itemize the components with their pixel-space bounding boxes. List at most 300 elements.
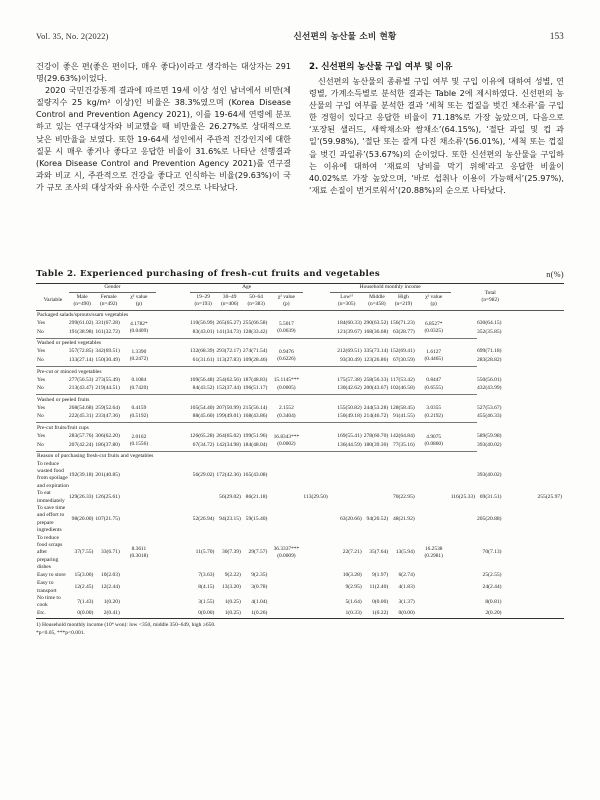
cell-age-19-29: 109(56.48) — [189, 376, 215, 383]
cell-chi-age-empty — [330, 490, 364, 505]
cell-income-low: 22(7.21) — [342, 549, 362, 556]
cell-chi-gender-empty: 8.3611 (0.3018) — [129, 545, 149, 560]
cell-age-50-64: 1(0.26) — [251, 610, 268, 617]
cell-total: 455(46.33) — [477, 413, 502, 420]
cell-income-low: 1(0.33) — [345, 610, 362, 617]
cell-female: 306(62.20) — [95, 432, 120, 439]
cell-age-50-64: 113(29.50) — [303, 493, 328, 500]
spacer — [451, 356, 477, 365]
cell-income-high — [390, 461, 417, 491]
cell-chi-income: 0.8447 (0.6555) — [424, 377, 443, 391]
spacer — [156, 385, 190, 394]
cell-income-middle: 214(46.72) — [363, 413, 389, 420]
cell-chi-income: 1.6127 (0.4465) — [424, 348, 443, 363]
spacer — [451, 348, 477, 357]
cell-chi-age-empty — [269, 572, 303, 581]
row-label: No — [37, 328, 44, 335]
cell-chi-income-empty — [504, 490, 538, 505]
header-chi-gender-p: (p) — [135, 301, 143, 307]
cell-income-high: 4(1.83) — [398, 583, 415, 590]
row-label: No — [37, 441, 44, 448]
table-row — [36, 432, 564, 441]
cell-age-50-64: 3(0.78) — [251, 583, 268, 590]
spacer — [190, 490, 217, 505]
cell-total: 2(0.20) — [485, 610, 502, 617]
cell-age-30-49: 1(0.25) — [224, 610, 241, 617]
cell-male: 299(61.02) — [68, 320, 94, 327]
header-income-middle — [364, 292, 391, 310]
cell-chi-gender-empty — [122, 580, 156, 595]
group-header-gender: Gender — [69, 284, 156, 293]
cell-income-high: 69(31.51) — [479, 493, 502, 500]
cell-female: 259(52.64) — [95, 404, 120, 411]
cell-total: 630(64.15) — [477, 320, 502, 327]
cell-male: 357(72.85) — [68, 348, 94, 355]
cell-age-50-64: 196(51.17) — [242, 385, 268, 392]
cell-female: 201(40.85) — [95, 471, 120, 478]
cell-chi-income: 4.9075 (0.0860) — [424, 433, 443, 447]
cell-age-30-49: 141(34.73) — [216, 328, 241, 335]
cell-age-30-49: 142(34.98) — [216, 441, 241, 448]
body-columns — [36, 60, 564, 255]
table-row — [36, 320, 564, 329]
cell-chi-gender-empty — [122, 595, 156, 610]
header-age-50-64 — [243, 292, 270, 310]
cell-age-50-64: 168(43.86) — [242, 413, 268, 420]
spacer — [303, 610, 329, 619]
cell-age-19-29: 11(5.70) — [195, 549, 215, 556]
cell-age-19-29: 0(0.00) — [198, 610, 215, 617]
cell-income-middle: 94(20.52) — [366, 516, 389, 523]
cell-income-low: 121(39.67) — [337, 328, 362, 335]
cell-income-high: 128(58.45) — [390, 404, 415, 411]
cell-total: 70(7.13) — [482, 549, 502, 556]
header-chi-age-name: χ² value — [277, 294, 295, 301]
cell-total: 550(56.01) — [477, 376, 502, 383]
spacer — [156, 356, 190, 365]
spacer — [451, 328, 477, 337]
cell-income-high: 91(41.55) — [392, 413, 415, 420]
section-heading: 2. 신선편의 농산물 구입 여부 및 이유 — [309, 62, 453, 72]
cell-male: 207(42.24) — [68, 441, 94, 448]
row-label: No time to cook — [37, 595, 61, 609]
cell-age-50-64: 184(48.04) — [242, 441, 268, 448]
spacer — [156, 320, 190, 329]
table-row — [36, 580, 564, 595]
cell-age-50-64: 199(51.96) — [242, 432, 268, 439]
cell-chi-gender: 1.3390 (0.2472) — [129, 348, 149, 363]
spacer — [156, 348, 190, 357]
cell-income-low: 9(2.95) — [345, 583, 362, 590]
cell-female: 273(55.49) — [95, 376, 120, 383]
cell-age-19-29: 132(68.39) — [189, 348, 215, 355]
cell-income-middle: 278(60.70) — [363, 432, 389, 439]
cell-age-19-29: 52(26.94) — [192, 516, 215, 523]
header-age-19-29-n: (n=193) — [194, 301, 212, 307]
left-column — [36, 60, 291, 255]
cell-chi-age: 0.9476 (0.6226) — [277, 348, 296, 363]
row-label: Yes — [37, 348, 46, 355]
cell-male: 213(43.47) — [68, 385, 94, 392]
group-header-age: Age — [190, 284, 304, 293]
cell-income-low: 212(69.51) — [337, 348, 362, 355]
cell-chi-age-empty — [269, 580, 303, 595]
cell-female: 12(2.44) — [100, 583, 120, 590]
cell-age-19-29: 105(54.40) — [189, 404, 215, 411]
cell-income-middle: 1(0.22) — [372, 610, 389, 617]
cell-age-19-29: 84(43.52) — [192, 385, 215, 392]
group-header-income: Household monthly income — [330, 284, 451, 293]
cell-chi-gender: 0.4159 (0.5192) — [129, 405, 149, 419]
header-female-name: Female — [100, 294, 117, 301]
cell-age-19-29: 67(34.72) — [192, 441, 215, 448]
table-section-title-row — [36, 338, 564, 348]
header-income-low — [330, 292, 364, 310]
table-section-title-row — [36, 395, 564, 405]
cell-income-low: 93(30.49) — [339, 356, 362, 363]
header-total-n: (n=982) — [481, 296, 499, 303]
footnote-1: 1) Household monthly income (10⁴ won): low <350, middle 350–649, high ≥650. — [36, 622, 216, 629]
spacer — [451, 535, 477, 572]
cell-age-30-49: 113(27.83) — [216, 356, 241, 363]
cell-income-high: 13(5.94) — [395, 549, 415, 556]
right-paragraph-1: 신선편의 농산물의 종류별 구입 여부 및 구입 이유에 대하여 성별, 연령별, 가계소득별로 분석한 결과는 Table 2에 제시하였다. 신선편의 농산물의 구입 여부를 분석한 결과 ‘세척 또는 껍질을 벗긴 채소류’를 구입한 경험이 있다고 응답한 비율이 71.18%로 가장 높았으며, 다음으로 ‘포장된 샐러드, 새싹채소와 쌈채소’(64.15%), ‘절단 과일 및 컵 과일’(59.98%), ‘절단 또는 잘게 다진 채소류’(56.01%), ‘세척 또는 껍질을 벗긴 과일류’(53.67%)의 순이었다. 또한 신선편의 농산물을 구입하는 이유에 대하여 ‘재료의 낭비를 막기 위해’라고 응답한 비율이 40.02%로 가장 높았으며, ‘바로 섭취나 이용이 가능해서’(25.97%), ‘재료 손질이 번거로워서’(20.88%)의 순으로 나타났다. — [309, 76, 564, 195]
spacer — [451, 376, 477, 385]
cell-female: 331(67.28) — [95, 320, 120, 327]
cell-age-19-29: 88(45.60) — [192, 413, 215, 420]
row-label: Yes — [37, 432, 46, 439]
spacer — [156, 535, 190, 572]
cell-age-30-49: 30(7.39) — [221, 549, 241, 556]
cell-male: 191(38.98) — [68, 328, 94, 335]
cell-male: 37(7.55) — [74, 549, 94, 556]
cell-age-30-49: 1(0.25) — [224, 598, 241, 605]
spacer — [156, 328, 190, 337]
cell-income-high: 67(30.59) — [392, 356, 415, 363]
cell-income-high: 156(71.23) — [390, 320, 415, 327]
cell-total: 393(40.02) — [477, 471, 502, 478]
cell-male: 133(27.14) — [68, 356, 94, 363]
cell-income-low: 70(22.95) — [392, 493, 415, 500]
cell-age-30-49: 86(21.18) — [245, 493, 268, 500]
cell-chi-age-empty: 36.3337*** (0.0009) — [273, 545, 300, 560]
header-total — [477, 284, 504, 311]
cell-age-50-64: 59(15.40) — [245, 516, 268, 523]
header-age-19-29 — [190, 292, 217, 310]
spacer — [303, 595, 329, 610]
cell-chi-gender-empty — [122, 572, 156, 581]
cell-income-middle: 258(56.33) — [363, 376, 389, 383]
table-section-title: Pre-cut or minced vegetables — [37, 368, 102, 375]
cell-chi-age: 5.5017 (0.0639) — [277, 320, 296, 335]
cell-total: 432(43.99) — [477, 385, 502, 392]
spacer — [451, 461, 477, 491]
cell-income-high: 102(46.58) — [390, 385, 415, 392]
cell-chi-age — [269, 461, 303, 505]
cell-age-30-49: 254(62.56) — [216, 376, 241, 383]
spacer — [156, 441, 190, 450]
spacer — [451, 432, 477, 441]
cell-age-19-29: 126(65.28) — [189, 432, 215, 439]
header-chi-age-p: (p) — [283, 301, 290, 307]
header-chi-income-p: (p) — [430, 301, 437, 307]
table-row — [36, 376, 564, 385]
cell-income-middle: 335(73.14) — [363, 348, 389, 355]
cell-female: 342(69.51) — [95, 348, 120, 355]
cell-age-19-29: 110(56.99) — [190, 320, 215, 327]
row-label: To save time and effort to prepare ingredients — [37, 504, 66, 534]
page-number: 153 — [549, 31, 564, 41]
cell-chi-age-empty — [269, 595, 303, 610]
cell-income-middle: 290(63.52) — [363, 320, 389, 327]
cell-female: 219(44.51) — [95, 385, 120, 392]
cell-total: 205(20.88) — [477, 516, 502, 523]
cell-income-high: 77(35.16) — [392, 441, 415, 448]
cell-chi-gender-empty — [122, 505, 156, 535]
cell-income-low: 150(49.18) — [337, 413, 362, 420]
cell-income-middle: 116(25.33) — [450, 493, 475, 500]
cell-chi-age-empty — [269, 505, 303, 535]
spacer — [303, 432, 329, 441]
cell-age-19-29: 56(29.02) — [192, 471, 215, 478]
header-chi-income-name: χ² value — [425, 294, 443, 301]
cell-age-50-64: 128(33.42) — [242, 328, 268, 335]
header-age-19-29-name: 19–29 — [196, 294, 210, 301]
running-head-title: 신선편의 농산물 소비 현황 — [293, 32, 397, 42]
header-age-50-64-n: (n=383) — [247, 301, 265, 307]
cell-income-middle: 35(7.64) — [369, 549, 389, 556]
cell-age-50-64: 255(66.58) — [242, 320, 268, 327]
spacer — [303, 461, 329, 491]
row-label: To reduce wasted food from spoilage and expiration — [37, 460, 69, 489]
cell-female: 107(21.75) — [95, 516, 120, 523]
cell-chi-gender-empty — [122, 610, 156, 619]
cell-male: 7(1.43) — [77, 598, 94, 605]
table-section-title: Reason of purchasing fresh-cut fruits and vegetables — [37, 453, 154, 460]
cell-age-19-29: 3(1.55) — [198, 598, 215, 605]
cell-male: 192(39.18) — [68, 471, 94, 478]
table-caption — [36, 269, 564, 279]
cell-female: 126(25.61) — [95, 493, 120, 500]
cell-income-high: 63(28.77) — [392, 328, 415, 335]
cell-female: 186(37.80) — [95, 441, 120, 448]
cell-total: 25(2.55) — [482, 572, 502, 579]
cell-female: 150(30.49) — [95, 356, 120, 363]
cell-age-50-64: 109(28.46) — [242, 356, 268, 363]
cell-chi-gender — [122, 461, 156, 505]
spacer — [156, 610, 190, 619]
cell-income-high: 0(0.00) — [398, 610, 415, 617]
spacer — [156, 376, 190, 385]
cell-income-low: 175(57.38) — [337, 376, 362, 383]
table-section-title-row — [36, 451, 564, 461]
cell-income-middle: 0(0.00) — [372, 598, 389, 605]
cell-age-50-64: 187(48.83) — [242, 376, 268, 383]
cell-chi-gender: 2.0162 (0.1556) — [129, 433, 149, 447]
spacer — [451, 404, 477, 413]
cell-age-50-64: 215(56.14) — [242, 404, 268, 411]
table-footnotes — [36, 621, 564, 637]
cell-chi-age: 2.1552 (0.3404) — [277, 405, 296, 419]
header-age-30-49-n: (n=406) — [220, 301, 239, 307]
cell-age-19-29: 8(4.15) — [198, 583, 215, 590]
spacer — [156, 413, 190, 422]
cell-income-low: 136(44.59) — [337, 441, 362, 448]
spacer — [156, 505, 190, 535]
table-row — [36, 505, 564, 535]
spacer — [303, 328, 329, 337]
spacer — [303, 441, 329, 450]
header-income-high-n: (n=219) — [394, 301, 413, 307]
spacer — [451, 413, 477, 422]
cell-male: 129(26.33) — [68, 493, 94, 500]
cell-female: 161(32.72) — [95, 328, 120, 335]
table-row — [36, 348, 564, 357]
header-variable: Variable — [43, 297, 63, 304]
cell-age-30-49: 265(65.27) — [216, 320, 241, 327]
cell-male: 222(45.31) — [68, 413, 94, 420]
spacer — [451, 595, 477, 610]
table-row — [36, 610, 564, 619]
cell-income-high: 6(2.74) — [398, 572, 415, 579]
table-row — [36, 404, 564, 413]
header-income-high-name: High — [398, 294, 409, 301]
header-age-30-49-name: 30–49 — [222, 294, 237, 301]
running-head — [36, 30, 564, 44]
header-age-50-64-name: 50–64 — [249, 294, 263, 301]
cell-male: 12(2.45) — [74, 583, 94, 590]
table-caption-text: Table 2. Experienced purchasing of fresh-cut fruits and vegetables — [36, 269, 381, 279]
spacer — [451, 610, 477, 619]
spacer — [303, 413, 329, 422]
cell-total: 589(59.98) — [477, 432, 502, 439]
cell-age-30-49: 152(37.44) — [216, 385, 241, 392]
cell-chi-income: 3.0355 (0.2192) — [424, 405, 443, 419]
header-chi-income — [417, 292, 451, 310]
cell-female: 33(6.71) — [100, 549, 120, 556]
cell-chi-income: 6.8527* (0.0325) — [424, 320, 443, 335]
cell-male: 277(56.53) — [68, 376, 94, 383]
table-row — [36, 535, 564, 572]
cell-male: 0(0.00) — [77, 610, 94, 617]
cell-age-19-29: 7(3.63) — [198, 572, 215, 579]
cell-age-30-49: 172(42.36) — [216, 471, 241, 478]
cell-income-middle: 180(39.30) — [363, 441, 389, 448]
header-chi-gender — [122, 292, 156, 310]
cell-age-50-64: 4(1.04) — [251, 598, 268, 605]
cell-income-low: 130(42.62) — [337, 385, 362, 392]
table-section-title: Washed or peeled vegetables — [37, 340, 102, 347]
cell-income-high: 117(53.42) — [390, 376, 415, 383]
cell-chi-age: 16.8343*** (0.0002) — [273, 433, 300, 447]
spacer — [303, 404, 329, 413]
cell-male: 15(3.06) — [74, 572, 94, 579]
cell-income-high: 48(21.92) — [392, 516, 415, 523]
cell-male: 98(20.00) — [71, 516, 94, 523]
header-total-name: Total — [484, 289, 496, 296]
table-section-title: Pre-cut fruits/fruit cups — [37, 424, 89, 431]
cell-chi-income-empty — [417, 610, 451, 619]
cell-total: 8(0.81) — [485, 598, 502, 605]
spacer — [364, 490, 391, 505]
cell-age-30-49: 9(2.22) — [224, 572, 241, 579]
cell-age-50-64: 9(2.35) — [251, 572, 268, 579]
cell-income-low: 5(1.64) — [345, 598, 362, 605]
table-row — [36, 572, 564, 581]
header-female-n: (n=492) — [99, 301, 118, 307]
spacer — [303, 376, 329, 385]
cell-chi-income-empty: 16.2538 (0.2981) — [424, 545, 443, 560]
cell-income-high: 142(64.84) — [390, 432, 415, 439]
cell-chi-age-empty — [269, 610, 303, 619]
spacer — [303, 505, 329, 535]
header-income-middle-n: (n=458) — [368, 301, 386, 307]
spacer — [303, 356, 329, 365]
cell-income-middle — [364, 461, 391, 491]
cell-income-high: 3(1.37) — [398, 598, 415, 605]
header-male-name: Male — [76, 294, 88, 301]
cell-age-50-64: 274(71.54) — [242, 348, 268, 355]
spacer — [156, 404, 190, 413]
cell-income-middle: 123(26.86) — [363, 356, 389, 363]
header-income-low-n: (n=305) — [337, 301, 356, 307]
cell-income-low: 184(60.33) — [337, 320, 362, 327]
table-2-wrapper — [36, 269, 564, 637]
spacer — [303, 385, 329, 394]
cell-female: 1(0.20) — [103, 598, 120, 605]
cell-female: 10(2.03) — [100, 572, 120, 579]
header-female — [95, 292, 122, 310]
header-income-middle-name: Middle — [369, 294, 385, 301]
table-section-title: Washed or peeled fruits — [37, 396, 90, 403]
row-label: No — [37, 385, 44, 392]
spacer — [451, 385, 477, 394]
table-section-title-row — [36, 366, 564, 376]
spacer — [156, 580, 190, 595]
cell-chi-gender-empty — [156, 490, 190, 505]
header-chi-age — [269, 292, 303, 310]
spacer — [451, 580, 477, 595]
table-row — [36, 461, 564, 491]
spacer — [156, 461, 190, 491]
header-male-n: (n=490) — [73, 301, 91, 307]
header-male — [69, 292, 96, 310]
spacer — [156, 432, 190, 441]
cell-total: 24(2.44) — [482, 583, 502, 590]
cell-income-low: 155(50.82) — [337, 404, 362, 411]
cell-age-30-49: 264(65.02) — [216, 432, 241, 439]
cell-age-19-29: 83(43.01) — [192, 328, 215, 335]
row-label: Yes — [37, 376, 46, 383]
table-2 — [36, 283, 564, 619]
cell-income-low: 10(3.28) — [342, 572, 362, 579]
row-label: No — [37, 356, 44, 363]
table-unit-label: n(%) — [546, 270, 564, 279]
spacer — [303, 580, 329, 595]
row-label: Easy to transport — [37, 580, 57, 594]
cell-income-low: 63(20.66) — [339, 516, 362, 523]
cell-income-middle: 11(2.40) — [369, 583, 389, 590]
left-paragraph-2: 2020 국민건강통계 결과에 따르면 19세 이상 성인 남녀에서 비만(체질량지수 25 kg/m² 이상)인 비율은 38.3%였으며 (Korea Disease Control and Prevention Agency 2021), 이를 19-64세 연령에 분포하고 있는 연구대상자와 비교했을 때 비만율은 26.27%로 상대적으로 낮은 비만율을 보였다. 또한 19-64세 성인에서 주관적 건강인지에 대한 질문 시 매우 좋거나 좋다고 응답한 비율이 31.6%로 나타난 선행결과(Korea Disease Control and Prevention Agency 2021)를 연구결과와 비교 시, 주관적으로 건강을 좋다고 인식하는 비율(29.63%)이 국가 규모 조사의 대상자와 유사한 수준인 것으로 나타났다. — [36, 85, 291, 192]
cell-income-middle: 9(1.97) — [372, 572, 389, 579]
cell-chi-income-empty — [417, 580, 451, 595]
cell-age-50-64: 165(43.08) — [242, 471, 268, 478]
table-section-title: Packaged salads/sprouts/ssam vegetables — [37, 312, 129, 319]
cell-total: 255(25.97) — [537, 493, 562, 500]
cell-total: 393(40.02) — [477, 441, 502, 448]
cell-female: 233(47.36) — [95, 413, 120, 420]
header-income-high — [390, 292, 417, 310]
